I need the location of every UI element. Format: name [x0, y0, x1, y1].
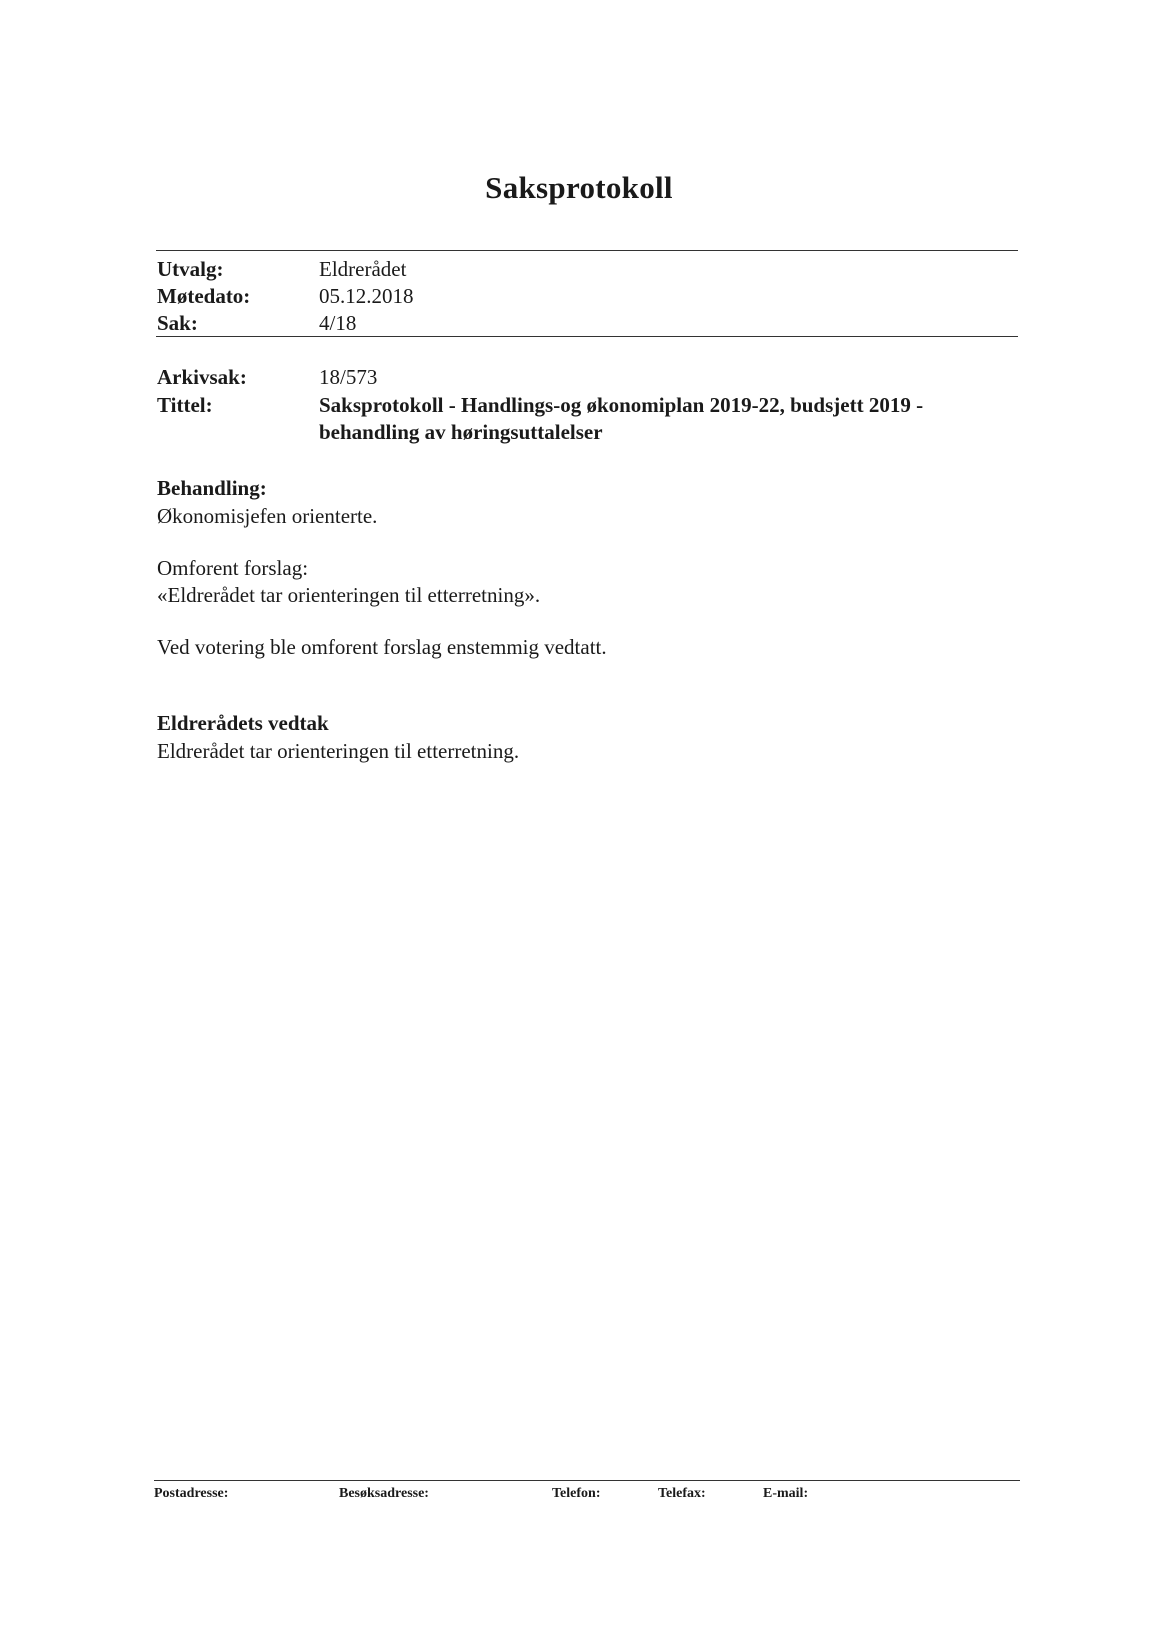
- footer-telefon: Telefon:: [552, 1486, 601, 1501]
- motedato-label: Møtedato:: [157, 284, 251, 308]
- utvalg-value: Eldrerådet: [319, 257, 407, 281]
- footer-rule: [154, 1480, 1020, 1481]
- sak-label: Sak:: [157, 311, 198, 335]
- arkivsak-label: Arkivsak:: [157, 365, 247, 389]
- footer-telefax: Telefax:: [658, 1486, 706, 1501]
- vedtak-text: Eldrerådet tar orienteringen til etterretning.: [157, 739, 520, 763]
- behandling-paragraph-2-line-2: «Eldrerådet tar orienteringen til etterretning».: [157, 583, 541, 607]
- tittel-line-2: behandling av høringsuttalelser: [319, 420, 603, 444]
- utvalg-label: Utvalg:: [157, 257, 224, 281]
- footer-besoksadresse: Besøksadresse:: [339, 1486, 429, 1501]
- tittel-label: Tittel:: [157, 393, 213, 417]
- behandling-paragraph-3: Ved votering ble omforent forslag enstemmig vedtatt.: [157, 635, 607, 659]
- motedato-value: 05.12.2018: [319, 284, 414, 308]
- behandling-paragraph-1: Økonomisjefen orienterte.: [157, 504, 378, 528]
- header-bottom-rule: [156, 336, 1018, 337]
- footer-email: E-mail:: [763, 1486, 809, 1501]
- tittel-line-1: Saksprotokoll - Handlings-og økonomiplan 2019-22, budsjett 2019 -: [319, 393, 924, 417]
- header-top-rule: [156, 250, 1018, 251]
- tittel-value: [319, 392, 999, 446]
- footer-postadresse: Postadresse:: [154, 1486, 229, 1501]
- behandling-heading: Behandling:: [157, 476, 267, 500]
- vedtak-heading: Eldrerådets vedtak: [157, 711, 329, 735]
- arkivsak-value: 18/573: [319, 365, 378, 389]
- sak-value: 4/18: [319, 311, 357, 335]
- document-title: Saksprotokoll: [485, 170, 673, 205]
- behandling-paragraph-2-line-1: Omforent forslag:: [157, 556, 309, 580]
